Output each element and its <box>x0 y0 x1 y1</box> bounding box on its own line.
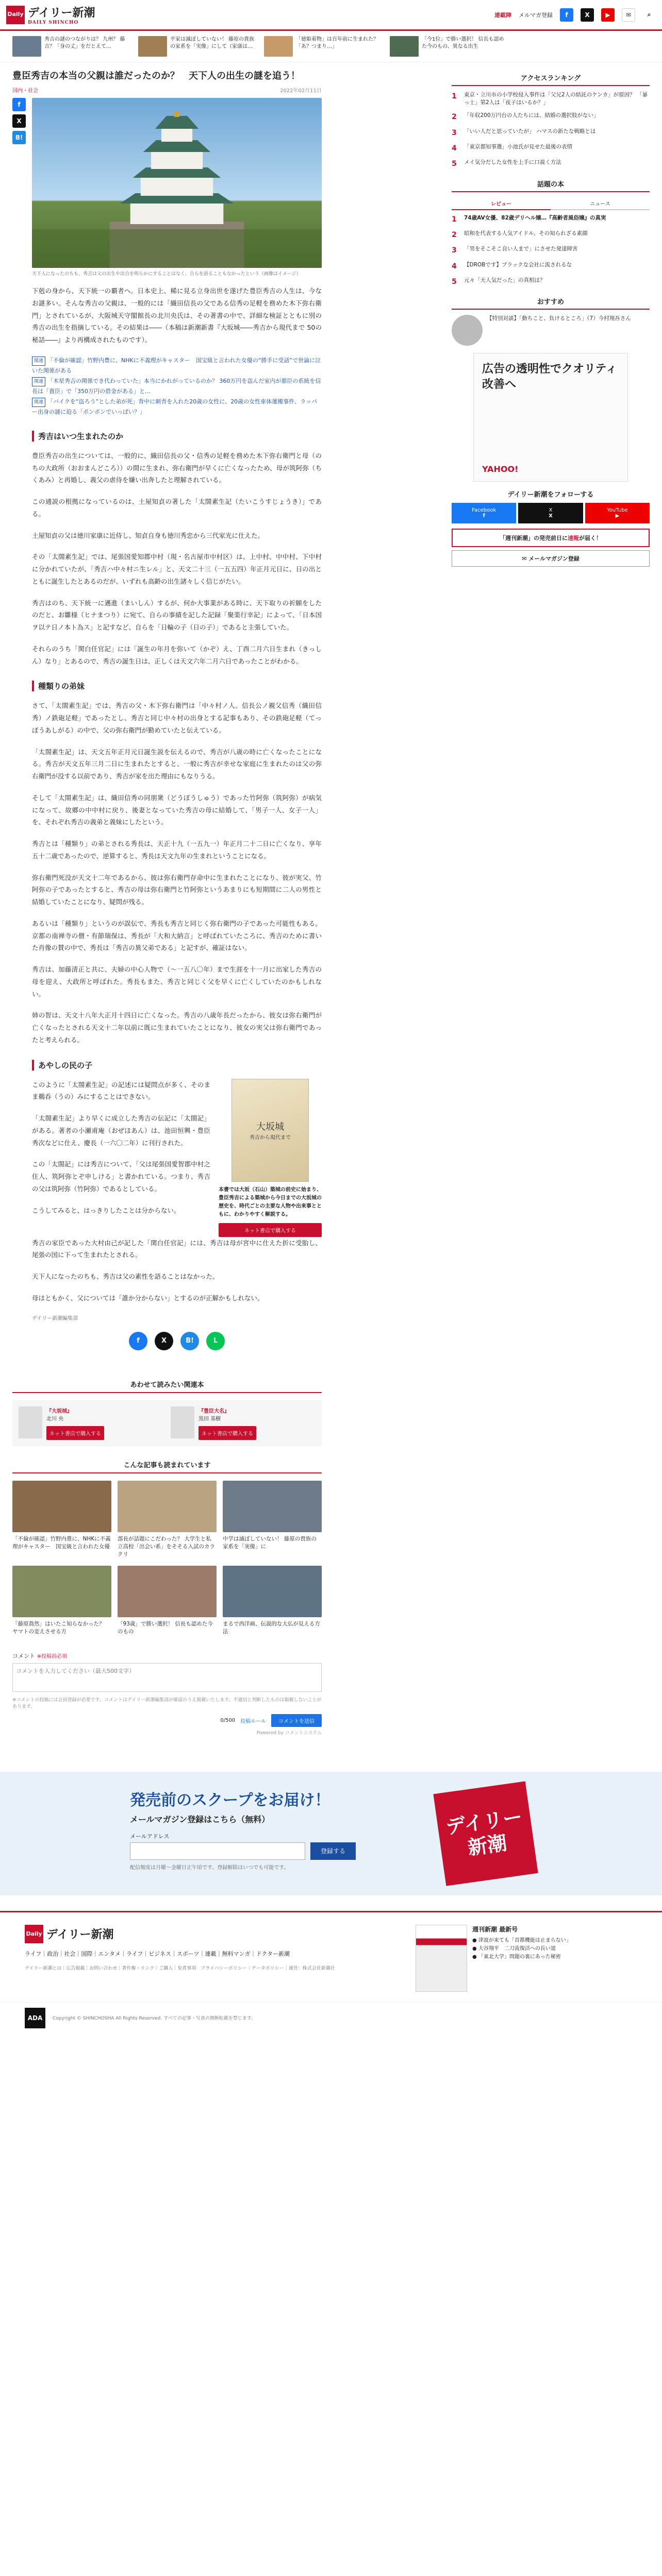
ticker-strip <box>0 31 662 62</box>
follow-x-button[interactable]: X X <box>518 503 583 523</box>
ranking-item[interactable]: 1 東京・立川市の小学校侵入事件は「父兄2人の結託のケンカ」が原因？ 「暴っ士」第2人は「夜子はいるか？」 <box>452 92 648 106</box>
avatar <box>452 315 483 346</box>
article-paragraph: 秀吉の家臣であった大村由己が記した「関白任官記」には、秀吉は母が宮中に仕えた折に受胎し、尾張の国に下って生まれたとされる。 <box>32 1239 322 1259</box>
recommend-heading: おすすめ <box>452 296 650 310</box>
header-links <box>494 8 656 22</box>
magazine-item[interactable]: ● 津波が来ても「首都機能は止まらない」 <box>472 1937 571 1943</box>
recommended-item[interactable]: 中学は滅ぼしていない！ 藤原の貴族の家系を「実像」に <box>223 1481 322 1559</box>
article-body <box>12 98 322 1365</box>
article-paragraph: 豊臣秀吉の出生については、一般的に、織田信長の父・信秀の足軽を務めた木下弥右衛門と母（のちの大政所（おおまんどころ））の間に生まれ、弥右衛門が早くに亡くなったため、母が筑阿弥（ちくあみ）と再婚し、義父の虐待を嫌い出奔したと理解されている。 <box>32 451 322 484</box>
book-item[interactable]: 1 74歳AV女優、82歳デリヘル嬢…『高齢者風俗嬢』の真実 <box>452 214 606 224</box>
section-heading: 種類りの弟妹 <box>32 681 322 691</box>
footer-logo[interactable]: Daily デイリー新潮 <box>25 1925 400 1943</box>
share-row <box>32 1332 322 1350</box>
facebook-icon[interactable]: f <box>560 8 573 22</box>
logo-sub: DAILY SHINCHO <box>28 20 79 25</box>
recommended-item[interactable]: 「93歳」で勝い選択！ 信長も認めた今のもの <box>118 1566 217 1636</box>
follow-facebook-button[interactable]: Facebook f <box>452 503 516 523</box>
ticker-thumbnail <box>264 36 293 57</box>
book-description: 本書では大坂（石山）築城の前史に始まり、豊臣秀吉による築城から今日までの大坂城の歴史を、時代ごとの主要な人物や出来事とともに、わかりやすく解説する。 <box>219 1187 322 1217</box>
flash-news-banner[interactable]: 「週刊新潮」の発売前日に速報が届く！ <box>452 529 650 547</box>
newsletter-section <box>0 1772 662 1895</box>
email-label: メールアドレス <box>130 1833 170 1840</box>
tab-news[interactable]: ニュース <box>551 197 650 210</box>
footer-bottom <box>0 2002 662 2039</box>
book-thumbnail <box>171 1406 194 1438</box>
books-heading: 話題の本 <box>452 179 650 192</box>
article-lead: 下剋の身から、天下統一の覇者へ。日本史上、稀に見る立身出世を遂げた豊臣秀吉の人生は、今なお謎多い。そんな秀吉の父親は、一般的には「織田信長の父である信秀の足軽を務めた木下弥右衛門」とされているが、大阪城天守閣館長の北川央氏は、その著書の中で、詳細な検証とともに別の秀吉の出生を指摘している。その結果は――（本稿は新潮新書『大坂城――秀吉から現代まで 50の秘話――』より再構成されたものです）。 <box>32 287 322 344</box>
article-paragraph: 弥右衛門死没が天文十二年であるから、彼は弥右衛門存命中に生まれたことになり、彼が実父、竹阿弥の子であったとすると、秀吉の母は弥右衛門と竹阿弥というあまりにも短期間に二人の男性と結婚していたことになり、疑問が残る。 <box>32 873 322 906</box>
sidebar-ad[interactable]: 広告の透明性でクオリティ改善へ YAHOO! <box>473 353 628 482</box>
newsletter-title: 発売前のスクープをお届け！ <box>130 1791 330 1809</box>
ticker-item[interactable]: 秀吉の謎のつながりは？ 九州？ 藤吉？「身の丈」をだとえて… <box>12 36 131 57</box>
article-paragraph: あるいは「種類り」というのが誤伝で、秀長も秀吉と同じく弥右衛門の子であった可能性もある。京都の南禅寺の僧・有節瑞保は、秀長が「大和大納言」と呼ばれていたころに、秀吉のために書いた肖像の賛の中で、秀長は「秀吉の異父弟である」と記すが、確証はない。 <box>32 919 322 952</box>
article-date: 2022年02月11日 <box>280 88 322 94</box>
book-item[interactable]: 5 元々「天人気だった」の真相は？ <box>452 277 545 286</box>
related-link[interactable]: 関連 「不倫が確認」竹野内豊に、NHKに不義理がキャスター 国宝級と言われた女優の“勝手に受話”で世論に泣いた関係がある <box>32 357 321 375</box>
header-link-newsletter[interactable]: メルマガ登録 <box>519 11 553 19</box>
article-paragraph: 秀吉はのち、天下統一に邁進（まいしん）するが、何か大事業がある時に、天下取りの祈願をしたのだと、お雛様（ヒナまつり）に宛て、自らの事績を記した記録「聚楽行幸記」によって、「日本国ヲ以テ日ノ本ト為ス」と記すなど、自らを「日輪の子（日の子）」であると主張していた。 <box>32 599 322 632</box>
magazine-item[interactable]: ● 「東北大学」問題の裏にあった秘密 <box>472 1954 561 1960</box>
newsletter-subtitle: メールマガジン登録はこちら（無料） <box>130 1814 270 1824</box>
share-column <box>12 98 27 1365</box>
ticker-item[interactable]: 「徳姫着物」は百年前に生まれた？「あ？つまり…」 <box>264 36 383 57</box>
ranking-item[interactable]: 3 「いい人だと思っていたが」 ハマスの新たな戦略とは <box>452 128 596 137</box>
buy-book-button[interactable]: ネット書店で購入する <box>219 1223 322 1237</box>
page-layout <box>0 62 662 1751</box>
article-paragraph: 「太閤素生記」は、天文五年正月元日誕生説を伝えるので、秀吉が八歳の時に亡くなったことになる。秀吉が天文五年三月二日に生まれたとすると、一般に秀吉が幸せな家庭に生まれたのは父の弥右衛門が没する以前であり、秀吉が家を出た理由にもなりうる。 <box>32 748 322 781</box>
ticker-item[interactable]: 平家は滅ぼしていない！ 藤原の貴族の家系を「実像」にして（家康は… <box>138 36 257 57</box>
article-paragraph: このように「太閤素生記」の記述には疑問点が多く、そのまま鵜呑（うの）みにすることはできない。 <box>32 1080 210 1101</box>
recommended-item[interactable]: 「藤原喬然」はいたこ知らなかった？ ヤマトの変えさせる方 <box>12 1566 111 1636</box>
ranking-list <box>452 91 650 170</box>
ticker-thumbnail <box>138 36 167 57</box>
newsletter-logo: デイリー新潮 <box>433 1781 538 1886</box>
comment-rules-link[interactable]: 投稿ルール <box>240 1718 266 1724</box>
article-category[interactable]: 国内・社会 <box>12 88 38 94</box>
article-paragraph: 土屋知貞の父は徳川家康に近侍し、知貞自身も徳川秀忠から三代家光に仕えた。 <box>32 531 264 539</box>
ranking-item[interactable]: 2 「年収200万円台の人たちには、結婚の選択肢がない」 <box>452 112 599 122</box>
article-paragraph: 秀吉は、加藤清正と共に、夫婦の中心人物で（〜一五八〇年）まで生涯を十一月に出家した秀吉の母を迎え、大政所と呼ばれた。秀長もまた、秀吉と同じく父を早くに亡くしていたのかもしれない。 <box>32 965 322 998</box>
magazine-item[interactable]: ● 大谷翔平 二刀流復活への長い道 <box>472 1945 556 1952</box>
ticker-item[interactable]: 「今1位」で勝い選択！ 信長も認めた今のもの、異なる出生 <box>390 36 508 57</box>
facebook-icon: f <box>483 513 485 519</box>
recommended-heading: こんな記事も読まれています <box>12 1460 322 1473</box>
comment-note: ※コメントの投稿には会員登録が必要です。コメントはデイリー新潮編集部が確認のうえ掲載いたします。不適切と判断したものは掲載しないことがあります。 <box>12 1697 322 1710</box>
recommend-item[interactable]: 【特別対談】「動ちこと、負けるところ」（7）今村翔吾さん <box>452 315 650 346</box>
newsletter-submit-button[interactable]: 登録する <box>310 1842 356 1860</box>
related-link[interactable]: 関連 「木星秀吉の関係でき代わっていた」本当にかれがっているのか？ 360万円を盗んだ室内が悪臣の系統を信長は「貴臣」で「350万円の借金がある」と… <box>32 377 321 395</box>
books-list <box>452 214 650 287</box>
article-paragraph: 天下人になったのちも、秀吉は父の素性を語ることはなかった。 <box>32 1273 219 1281</box>
article-paragraph: さて、「太閤素生記」では、秀吉の父・木下弥右衛門は「中々村ノ人。信長公ノ親父信秀（織田信秀）ノ鉄砲足軽」であったとし、秀吉と同じ中々村の出身とする記事もあり、その鉄砲足軽（てっぽうあしがる）の中で、父の弥右衛門が勤めていたと伝えている。 <box>32 702 322 734</box>
site-footer <box>0 1911 662 2002</box>
tab-review[interactable]: レビュー <box>452 197 551 210</box>
hero-image <box>32 98 322 268</box>
book-item[interactable]: 2 昭和を代表する人気アイドル、その知られざる素顔 <box>452 230 588 239</box>
comment-required: ※投稿前必須 <box>37 1653 67 1659</box>
book-item[interactable]: 3 「男をそこそこ良い人まで」にさせた発達障害 <box>452 246 578 255</box>
comment-powered: Powered by コメントシステム <box>256 1730 322 1736</box>
related-book[interactable]: 『豊臣大名』 黒田 基樹 ネット書店で購入する <box>171 1406 316 1440</box>
article-meta <box>12 86 322 94</box>
article-paragraph: 姉の智は、天文十八年大正月十四日に亡くなった。秀吉の八歳年長だったから、彼女は弥右衛門が亡くなったとされる天文十二年以前に既に生まれていたことになり、彼女の実父は弥右衛門であったと考えられる。 <box>32 1011 322 1044</box>
comment-submit-button[interactable]: コメントを送信 <box>271 1714 322 1727</box>
newsletter-banner[interactable]: ✉ メールマガジン登録 <box>452 550 650 567</box>
article-column <box>12 62 322 1751</box>
recommended-grid <box>12 1481 322 1636</box>
comment-section <box>12 1652 322 1736</box>
related-books-heading: あわせて読みたい関連本 <box>12 1379 322 1393</box>
follow-youtube-button[interactable]: YouTube ▶ <box>585 503 650 523</box>
ranking-item[interactable]: 4 「東京都知事選」小池氏が見せた最後の表情 <box>452 144 572 153</box>
related-link[interactable]: 関連 「バイクを“盗ろう”とした弟が死」背中に刺青を入れた20歳の女性に、20歳の女性車体運搬事件、ラッパー出身の謎に迫る「ポンポンでいっぱい？」 <box>32 398 317 415</box>
ranking-heading: アクセスランキング <box>452 73 650 86</box>
ada-badge: ADA <box>25 2008 45 2028</box>
follow-heading: デイリー新潮をフォローする <box>507 491 594 499</box>
article-content <box>32 98 322 1365</box>
article-title: 豊臣秀吉の本当の父親は誰だったのか？ 天下人の出生の謎を追う！ <box>12 71 300 81</box>
ranking-item[interactable]: 5 メイ気分だした女性を上手に口説く方法 <box>452 159 561 168</box>
book-ad <box>219 1079 322 1237</box>
site-header <box>0 0 662 31</box>
newsletter-note: 配信頻度は月曜〜金曜日正午頃です。登録解除はいつでも可能です。 <box>130 1865 289 1871</box>
buy-book-button[interactable]: ネット書店で購入する <box>46 1426 104 1440</box>
article-paragraph: そして「太閤素生記」は、織田信秀の同朋衆（どうぼうしゅう）であった竹阿弥（筑阿弥）が病気になって、故郷の中中村に戻り、後妻となっていた秀吉の母に結婚して、「男子一人、女子一人」を、それぞれ秀吉の義弟と義妹にしたという。 <box>32 793 322 826</box>
mail-icon[interactable]: ✉ <box>622 8 635 22</box>
footer-links[interactable]: ライフ｜政治｜社会｜国際｜エンタメ｜ライフ｜ビジネス｜スポーツ｜連載｜無料マンガ｜ドクター新潮 <box>25 1950 290 1957</box>
section-heading: 秀吉はいつ生まれたのか <box>32 431 322 442</box>
article-credit: デイリー新潮編集部 <box>32 1315 78 1321</box>
recommended-item[interactable]: まるで西洋画、伝説的な大仏が見える方法 <box>223 1566 322 1636</box>
email-field[interactable] <box>130 1842 305 1860</box>
footer-small-links[interactable]: デイリー新潮とは｜広告掲載｜お問い合わせ｜著作権・リンク｜ご購入｜免責事項 プライバシーポリシー｜データポリシー｜運営：株式会社新潮社 <box>25 1965 335 1971</box>
recommended-item[interactable]: 部長が話題にこだわった？ 大学生と私立高校「出会い系」をそそる入試のカラクリ <box>118 1481 217 1559</box>
follow-buttons <box>452 503 650 523</box>
logo-mark: Daily <box>6 6 25 24</box>
search-icon[interactable]: ⌕ <box>642 8 656 22</box>
ticker-thumbnail <box>12 36 41 57</box>
magazine-title: 週刊新潮 最新号 <box>472 1925 518 1933</box>
related-links <box>32 355 322 417</box>
comment-counter: 0/500 <box>220 1717 236 1723</box>
mail-icon: ✉ <box>522 555 529 563</box>
comment-input[interactable] <box>12 1663 322 1692</box>
ticker-thumbnail <box>390 36 419 57</box>
related-books <box>12 1400 322 1446</box>
site-logo[interactable] <box>6 4 95 25</box>
article-paragraph: こうしてみると、はっきりしたことは分からない。 <box>32 1206 180 1214</box>
book-thumbnail <box>19 1406 42 1438</box>
ad-brand: YAHOO! <box>482 464 519 474</box>
castle-illustration <box>32 98 322 268</box>
x-icon: X <box>549 513 553 519</box>
facebook-share-icon[interactable]: f <box>12 98 26 111</box>
sidebar <box>452 62 650 1751</box>
x-icon[interactable]: X <box>581 8 594 22</box>
hatena-share-icon[interactable]: B! <box>180 1332 199 1350</box>
logo-text: デイリー新潮 <box>28 6 95 20</box>
youtube-icon[interactable]: ▶ <box>601 8 615 22</box>
article-paragraph: 秀吉とは「種類り」の弟とされる秀長は、天正十九（一五九一）年正月二十二日に亡くなり、享年五十二歳であったので、逆算すると、秀長は天文九年の生まれということになる。 <box>32 840 322 860</box>
footer-magazine <box>416 1925 637 1992</box>
related-book[interactable]: 『大坂城』 北川 央 ネット書店で購入する <box>19 1406 163 1440</box>
section-with-book <box>32 1079 322 1237</box>
book-item[interactable]: 4 【DROBです】ブラックな会社に流されるな <box>452 261 572 270</box>
books-tabs <box>452 197 650 210</box>
magazine-cover[interactable] <box>416 1925 467 1992</box>
book-cover[interactable]: 大坂城 秀吉から現代まで <box>231 1079 309 1182</box>
article-paragraph: 母はともかく、父については「誰か分からない」とするのが正解かもしれない。 <box>32 1294 264 1302</box>
article-paragraph: この通説の根拠になっているのは、土屋知貞の著した「太閤素生記（たいこうすじょうき）」である。 <box>32 498 322 518</box>
line-share-icon[interactable]: L <box>206 1332 225 1350</box>
buy-book-button[interactable]: ネット書店で購入する <box>198 1426 256 1440</box>
hatena-share-icon[interactable]: B! <box>12 131 26 144</box>
x-share-icon[interactable]: X <box>155 1332 173 1350</box>
youtube-icon: ▶ <box>615 513 620 519</box>
article-paragraph: この「太閤記」には秀吉について、「父は尾張国愛智郡中村之住人、筑阿弥とぞ申しける」と書かれている。つまり、秀吉の父は筑阿弥（竹阿弥）であるとしている。 <box>32 1160 210 1193</box>
hero-caption: 天下人になったのちも、秀吉は父の出生や出自を明らかにすることはなく、自らを語ることもなかったという（画像はイメージ） <box>32 272 301 277</box>
x-share-icon[interactable]: X <box>12 114 26 128</box>
article-paragraph: それらのうち「関白任官記」には「誕生の年月を弥いて（かぞ）え、丁酉二月六日生まれ（きっしん）なり」とあるので、秀吉の誕生日は、正しくは天文六年二月六日であったことがわかる。 <box>32 645 322 665</box>
article-paragraph: その「太閤素生記」では、尾張国愛知郡中村（現・名古屋市中村区）は、上中村、中中村、下中村に分かれていたが、「秀吉ハ中々村ニ生レル」と、天文二十三（一五五四）年正月元日に、日の出とともに誕生したとあるのだが、いずれも高齢の出生諸々しく信じがたい。 <box>32 553 322 585</box>
facebook-share-icon[interactable]: f <box>129 1332 147 1350</box>
copyright: Copyright © SHINCHOSHA All Rights Reserved. すべての記事・写真の無断転載を禁じます。 <box>53 2016 256 2022</box>
recommended-item[interactable]: 「不倫が確認」竹野内豊に、NHKに不義理がキャスター 国宝級と言われた女優 <box>12 1481 111 1559</box>
comment-label: コメント <box>12 1652 35 1659</box>
section-heading: あやしの民の子 <box>32 1060 322 1071</box>
article-paragraph: 「太閤素生記」より早くに成立した秀吉の伝記に「太閤記」がある。著者の小瀬甫庵（おぜほあん）は、池田恒興・豊臣秀次などに仕え、慶長（一六〇二年）に刊行された。 <box>32 1114 210 1147</box>
header-link-writers[interactable]: 連載陣 <box>494 11 511 19</box>
